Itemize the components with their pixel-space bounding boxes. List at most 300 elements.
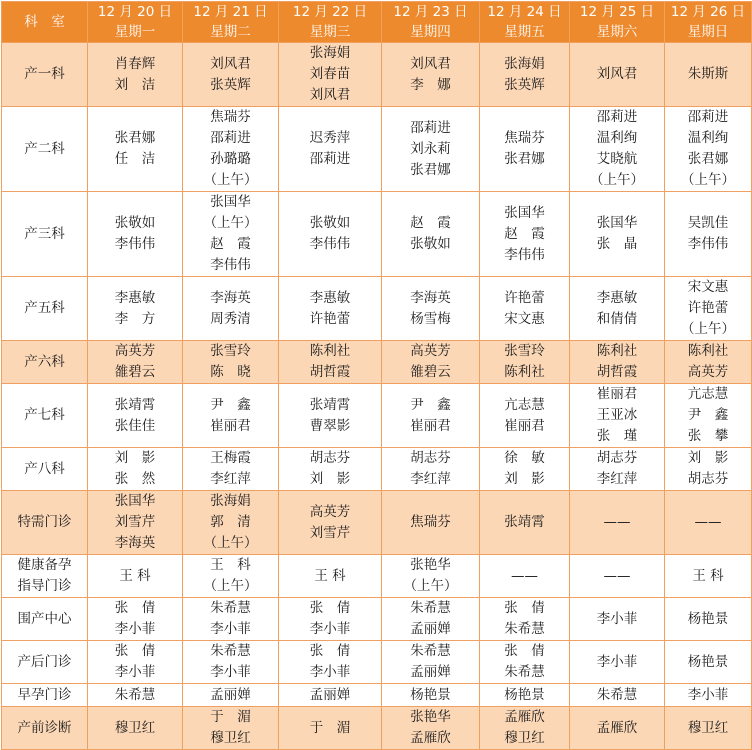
- staff-name: 孟丽婵: [410, 621, 451, 637]
- duty-cell: [88, 598, 183, 641]
- duty-cell: [665, 641, 752, 684]
- staff-name: 刘风君: [596, 66, 638, 82]
- staff-name: 李小菲: [114, 664, 156, 680]
- duty-cell: [665, 192, 752, 277]
- staff-name: 高英芳: [687, 364, 729, 380]
- table-row: [2, 491, 752, 555]
- staff-name: 张君娜: [687, 151, 729, 167]
- staff-name: 刘雪芹: [114, 514, 156, 530]
- duty-cell: [183, 598, 279, 641]
- staff-name: 高英芳: [114, 343, 156, 359]
- staff-name: 李小菲: [210, 664, 251, 680]
- staff-name: 于 湄: [309, 719, 351, 736]
- duty-cell: [480, 341, 570, 384]
- dept-name: 健康备孕: [17, 557, 72, 573]
- duty-cell: [382, 384, 480, 448]
- duty-cell: [382, 341, 480, 384]
- day-weekday: 星期一: [114, 24, 156, 40]
- staff-name: 亢志慧: [687, 386, 729, 402]
- dept-name-cell: [2, 598, 88, 641]
- staff-name: 穆卫红: [687, 719, 729, 736]
- duty-cell: [665, 684, 752, 707]
- staff-name: 李海英: [114, 535, 156, 551]
- duty-cell: [570, 598, 665, 641]
- staff-name: 刘风君: [210, 55, 251, 72]
- duty-cell: [570, 43, 665, 107]
- duty-cell: [382, 491, 480, 555]
- dept-name: 早孕门诊: [17, 686, 72, 703]
- schedule-body: [2, 43, 752, 750]
- duty-cell: [665, 43, 752, 107]
- staff-name: 李惠敏: [114, 289, 156, 306]
- staff-name: 朱希慧: [410, 643, 451, 659]
- day-date: 12 月 25 日: [579, 4, 655, 20]
- duty-cell: [480, 555, 570, 598]
- staff-name: 崔丽君: [410, 417, 451, 434]
- staff-name: 孟丽婵: [210, 686, 251, 703]
- duty-cell: [570, 384, 665, 448]
- staff-name: 王 科: [210, 557, 251, 573]
- staff-name: 亢志慧: [504, 396, 545, 413]
- table-row: [2, 43, 752, 107]
- staff-name: 赵 霞: [210, 236, 251, 252]
- duty-cell: [570, 555, 665, 598]
- dept-name: 产六科: [24, 353, 65, 370]
- staff-name: 邵莉进: [687, 109, 729, 125]
- staff-name: 张靖霄: [504, 514, 545, 530]
- staff-name: 崔丽君: [504, 417, 545, 434]
- staff-name: 张 倩: [504, 643, 545, 659]
- duty-cell: [382, 598, 480, 641]
- duty-schedule-table: [1, 1, 752, 750]
- staff-name: 胡志芬: [687, 471, 729, 487]
- duty-cell: [88, 684, 183, 707]
- duty-cell: [480, 707, 570, 750]
- staff-name: 李伟伟: [504, 246, 545, 263]
- dept-name: 产后门诊: [17, 653, 72, 670]
- duty-cell: [279, 684, 382, 707]
- dept-name-cell: [2, 707, 88, 750]
- duty-cell: [183, 277, 279, 341]
- staff-name: 徐 敏: [504, 450, 545, 466]
- table-row: [2, 192, 752, 277]
- staff-name: 李伟伟: [309, 236, 351, 252]
- staff-name: 于 湄: [210, 709, 251, 725]
- staff-name: 刘 影: [309, 471, 351, 487]
- duty-cell: [88, 384, 183, 448]
- day-date: 12 月 22 日: [292, 4, 368, 20]
- table-row: [2, 448, 752, 491]
- staff-name: 张雪玲: [504, 343, 545, 359]
- staff-name: （上午）: [203, 578, 258, 594]
- staff-name: 郭 清: [210, 514, 251, 530]
- staff-name: （上午）: [590, 172, 644, 188]
- duty-cell: [183, 448, 279, 491]
- duty-cell: [382, 107, 480, 192]
- staff-name: 王亚冰: [596, 407, 638, 423]
- staff-name: 张敬如: [114, 215, 156, 231]
- dept-name: 产前诊断: [17, 719, 72, 736]
- staff-name: 赵 霞: [504, 225, 545, 242]
- dept-name: 产三科: [24, 225, 65, 242]
- dept-name: 指导门诊: [17, 578, 72, 594]
- dept-name: 产五科: [24, 300, 65, 316]
- duty-cell: [382, 707, 480, 750]
- staff-name: 张海娟: [210, 493, 251, 509]
- duty-cell: [480, 277, 570, 341]
- staff-name: 尹 鑫: [210, 396, 251, 413]
- duty-cell: [665, 277, 752, 341]
- staff-name: 王 科: [692, 567, 724, 584]
- duty-cell: [382, 684, 480, 707]
- staff-name: 胡志芬: [309, 450, 351, 466]
- staff-name: 张国华: [504, 204, 545, 221]
- table-row: [2, 598, 752, 641]
- duty-cell: [279, 448, 382, 491]
- duty-cell: [570, 277, 665, 341]
- duty-cell: [88, 641, 183, 684]
- staff-name: 李惠敏: [596, 289, 638, 306]
- dept-name: 特需门诊: [17, 514, 72, 530]
- header-row: [2, 2, 752, 43]
- staff-name: 陈利社: [687, 343, 729, 359]
- staff-name: 胡志芬: [596, 450, 638, 466]
- staff-name: 刘风君: [410, 55, 451, 72]
- staff-name: ——: [694, 514, 722, 530]
- duty-cell: [183, 684, 279, 707]
- staff-name: 张国华: [596, 215, 638, 231]
- duty-cell: [570, 448, 665, 491]
- staff-name: 刘雪芹: [309, 524, 351, 541]
- staff-name: 吴凯佳: [687, 215, 729, 231]
- dept-name-cell: [2, 192, 88, 277]
- staff-name: 李海英: [210, 289, 251, 306]
- dept-name: 产七科: [24, 407, 65, 423]
- day-weekday: 星期日: [687, 24, 729, 40]
- duty-cell: [183, 641, 279, 684]
- staff-name: 许艳蕾: [504, 289, 545, 306]
- staff-name: 张靖霄: [309, 396, 351, 413]
- duty-cell: [382, 277, 480, 341]
- staff-name: 高英芳: [410, 343, 451, 359]
- table-row: [2, 555, 752, 598]
- staff-name: 张艳华: [410, 557, 451, 573]
- staff-name: 胡哲霞: [309, 364, 351, 380]
- staff-name: 雒碧云: [410, 364, 451, 380]
- day-header: [183, 2, 279, 43]
- staff-name: 刘 洁: [114, 76, 156, 93]
- staff-name: 张靖霄: [114, 396, 156, 413]
- staff-name: 曹翠影: [309, 417, 351, 434]
- staff-name: 胡志芬: [410, 450, 451, 466]
- staff-name: 陈 晓: [210, 364, 251, 380]
- staff-name: 孟雁欣: [504, 709, 545, 725]
- staff-name: 张 倩: [504, 600, 545, 616]
- staff-name: 张英辉: [210, 76, 251, 93]
- table-row: [2, 707, 752, 750]
- staff-name: 张 倩: [309, 600, 351, 616]
- staff-name: 李小菲: [309, 621, 351, 637]
- duty-cell: [279, 641, 382, 684]
- day-header: [279, 2, 382, 43]
- duty-cell: [183, 107, 279, 192]
- duty-cell: [279, 192, 382, 277]
- staff-name: 朱希慧: [504, 664, 545, 680]
- staff-name: 李 方: [114, 310, 156, 327]
- staff-name: 张艳华: [410, 709, 451, 725]
- duty-cell: [382, 192, 480, 277]
- staff-name: 穆卫红: [504, 730, 545, 746]
- staff-name: 杨艳景: [687, 610, 729, 627]
- staff-name: 李小菲: [596, 653, 638, 670]
- duty-cell: [88, 707, 183, 750]
- duty-cell: [570, 684, 665, 707]
- staff-name: 刘永莉: [410, 140, 451, 157]
- staff-name: 宋文惠: [504, 310, 545, 327]
- staff-name: 李伟伟: [210, 257, 251, 273]
- staff-name: 孟雁欣: [410, 730, 451, 746]
- duty-cell: [665, 598, 752, 641]
- staff-name: （上午）: [203, 215, 258, 231]
- staff-name: 李小菲: [309, 664, 351, 680]
- staff-name: 张 倩: [114, 643, 156, 659]
- dept-name-cell: [2, 384, 88, 448]
- staff-name: ——: [603, 514, 631, 530]
- staff-name: 肖春辉: [114, 55, 156, 72]
- duty-cell: [480, 684, 570, 707]
- day-weekday: 星期二: [210, 24, 251, 40]
- staff-name: 朱希慧: [210, 600, 251, 616]
- staff-name: 穆卫红: [114, 719, 156, 736]
- staff-name: 焦瑞芬: [504, 130, 545, 146]
- staff-name: 邵莉进: [309, 151, 351, 167]
- duty-cell: [382, 43, 480, 107]
- staff-name: 焦瑞芬: [410, 514, 451, 530]
- staff-name: 李小菲: [596, 610, 638, 627]
- duty-cell: [480, 192, 570, 277]
- staff-name: 孟雁欣: [596, 719, 638, 736]
- staff-name: 张海娟: [504, 55, 545, 72]
- staff-name: 尹 鑫: [410, 396, 451, 413]
- dept-name-cell: [2, 43, 88, 107]
- staff-name: 李红萍: [210, 471, 251, 487]
- dept-name-cell: [2, 341, 88, 384]
- duty-cell: [665, 384, 752, 448]
- dept-name-cell: [2, 107, 88, 192]
- duty-cell: [88, 277, 183, 341]
- staff-name: 王梅霞: [210, 450, 251, 466]
- staff-name: 张英辉: [504, 76, 545, 93]
- staff-name: 和倩倩: [596, 310, 638, 327]
- staff-name: 迟秀萍: [309, 130, 351, 146]
- staff-name: 崔丽君: [596, 386, 638, 402]
- duty-cell: [279, 43, 382, 107]
- staff-name: 朱希慧: [504, 621, 545, 637]
- duty-cell: [183, 707, 279, 750]
- duty-cell: [382, 555, 480, 598]
- staff-name: 杨艳景: [687, 653, 729, 670]
- duty-cell: [570, 341, 665, 384]
- day-date: 12 月 21 日: [193, 4, 268, 20]
- staff-name: 李 娜: [410, 76, 451, 93]
- table-row: [2, 341, 752, 384]
- staff-name: 张敬如: [410, 236, 451, 252]
- dept-name-cell: [2, 555, 88, 598]
- staff-name: 杨雪梅: [410, 310, 451, 327]
- day-weekday: 星期三: [309, 24, 351, 40]
- staff-name: 朱希慧: [114, 686, 156, 703]
- duty-cell: [570, 491, 665, 555]
- staff-name: 李红萍: [596, 471, 638, 487]
- table-row: [2, 641, 752, 684]
- day-header: [665, 2, 752, 43]
- duty-cell: [183, 555, 279, 598]
- duty-cell: [279, 491, 382, 555]
- staff-name: 张君娜: [114, 130, 156, 146]
- table-row: [2, 277, 752, 341]
- duty-cell: [279, 341, 382, 384]
- day-header: [88, 2, 183, 43]
- staff-name: 穆卫红: [210, 730, 251, 746]
- staff-name: 王 科: [119, 567, 151, 584]
- table-row: [2, 384, 752, 448]
- day-header: [570, 2, 665, 43]
- duty-cell: [88, 341, 183, 384]
- duty-cell: [665, 707, 752, 750]
- dept-name: 产八科: [24, 460, 65, 477]
- staff-name: （上午）: [681, 172, 735, 188]
- duty-cell: [183, 43, 279, 107]
- staff-name: 孟丽婵: [410, 664, 451, 680]
- duty-cell: [480, 598, 570, 641]
- staff-name: 高英芳: [309, 503, 351, 520]
- staff-name: 李惠敏: [309, 289, 351, 306]
- duty-cell: [665, 555, 752, 598]
- duty-cell: [279, 277, 382, 341]
- staff-name: 张 倩: [114, 600, 156, 616]
- duty-cell: [480, 107, 570, 192]
- staff-name: 焦瑞芬: [210, 109, 251, 125]
- duty-cell: [570, 707, 665, 750]
- day-weekday: 星期五: [504, 24, 545, 40]
- duty-cell: [183, 341, 279, 384]
- day-header: [382, 2, 480, 43]
- staff-name: 张海娟: [309, 45, 351, 61]
- staff-name: 尹 鑫: [687, 407, 729, 423]
- staff-name: 李红萍: [410, 471, 451, 487]
- staff-name: 李伟伟: [114, 236, 156, 252]
- day-date: 12 月 20 日: [97, 4, 173, 20]
- day-header: [480, 2, 570, 43]
- staff-name: 陈利社: [596, 343, 638, 359]
- dept-name-cell: [2, 277, 88, 341]
- duty-cell: [480, 641, 570, 684]
- staff-name: （上午）: [203, 535, 258, 551]
- duty-cell: [279, 384, 382, 448]
- staff-name: 张国华: [114, 493, 156, 509]
- staff-name: 李海英: [410, 289, 451, 306]
- duty-cell: [480, 384, 570, 448]
- staff-name: 朱希慧: [210, 643, 251, 659]
- staff-name: （上午）: [681, 321, 735, 337]
- duty-cell: [279, 555, 382, 598]
- staff-name: 朱斯斯: [687, 66, 729, 82]
- staff-name: 张国华: [210, 194, 251, 210]
- table-row: [2, 107, 752, 192]
- staff-name: 张 然: [114, 471, 156, 487]
- day-weekday: 星期六: [596, 24, 638, 40]
- staff-name: 温利绚: [687, 130, 729, 146]
- dept-name-cell: [2, 448, 88, 491]
- duty-cell: [88, 448, 183, 491]
- staff-name: 陈利社: [504, 364, 545, 380]
- staff-name: 邵莉进: [596, 109, 638, 125]
- duty-cell: [382, 448, 480, 491]
- duty-cell: [88, 555, 183, 598]
- staff-name: 任 洁: [114, 151, 156, 167]
- staff-name: 刘 影: [114, 450, 156, 466]
- duty-cell: [88, 43, 183, 107]
- staff-name: 李小菲: [687, 686, 729, 703]
- day-date: 12 月 26 日: [670, 4, 746, 20]
- staff-name: 崔丽君: [210, 417, 251, 434]
- staff-name: 刘风君: [309, 87, 351, 103]
- staff-name: 陈利社: [309, 343, 351, 359]
- day-weekday: 星期四: [410, 24, 451, 40]
- duty-cell: [88, 107, 183, 192]
- duty-cell: [480, 491, 570, 555]
- staff-name: 朱希慧: [596, 686, 638, 703]
- staff-name: 张 攀: [687, 428, 729, 444]
- staff-name: 艾晓航: [596, 151, 638, 167]
- staff-name: 杨艳景: [504, 686, 545, 703]
- dept-name-cell: [2, 491, 88, 555]
- duty-cell: [183, 192, 279, 277]
- staff-name: 邵莉进: [210, 130, 251, 146]
- duty-cell: [279, 107, 382, 192]
- staff-name: 张雪玲: [210, 343, 251, 359]
- table-row: [2, 684, 752, 707]
- duty-cell: [480, 43, 570, 107]
- staff-name: 胡哲霞: [596, 364, 638, 380]
- staff-name: 刘春苗: [309, 66, 351, 82]
- staff-name: 李小菲: [210, 621, 251, 637]
- dept-name-cell: [2, 684, 88, 707]
- staff-name: 张 瑾: [596, 428, 638, 444]
- staff-name: 刘 影: [687, 450, 729, 466]
- staff-name: 张佳佳: [114, 417, 156, 434]
- staff-name: 张 晶: [596, 236, 638, 252]
- staff-name: 温利绚: [596, 130, 638, 146]
- duty-cell: [665, 107, 752, 192]
- staff-name: 邵莉进: [410, 119, 451, 136]
- duty-cell: [279, 598, 382, 641]
- duty-cell: [183, 384, 279, 448]
- staff-name: （上午）: [403, 578, 458, 594]
- duty-cell: [480, 448, 570, 491]
- duty-cell: [665, 491, 752, 555]
- staff-name: 王 科: [314, 567, 346, 584]
- staff-name: ——: [511, 567, 538, 584]
- staff-name: 雒碧云: [114, 364, 156, 380]
- staff-name: 杨艳景: [410, 686, 451, 703]
- duty-cell: [279, 707, 382, 750]
- staff-name: ——: [603, 567, 631, 584]
- duty-cell: [88, 192, 183, 277]
- duty-cell: [382, 641, 480, 684]
- dept-name: 产一科: [24, 66, 65, 82]
- staff-name: （上午）: [203, 172, 258, 188]
